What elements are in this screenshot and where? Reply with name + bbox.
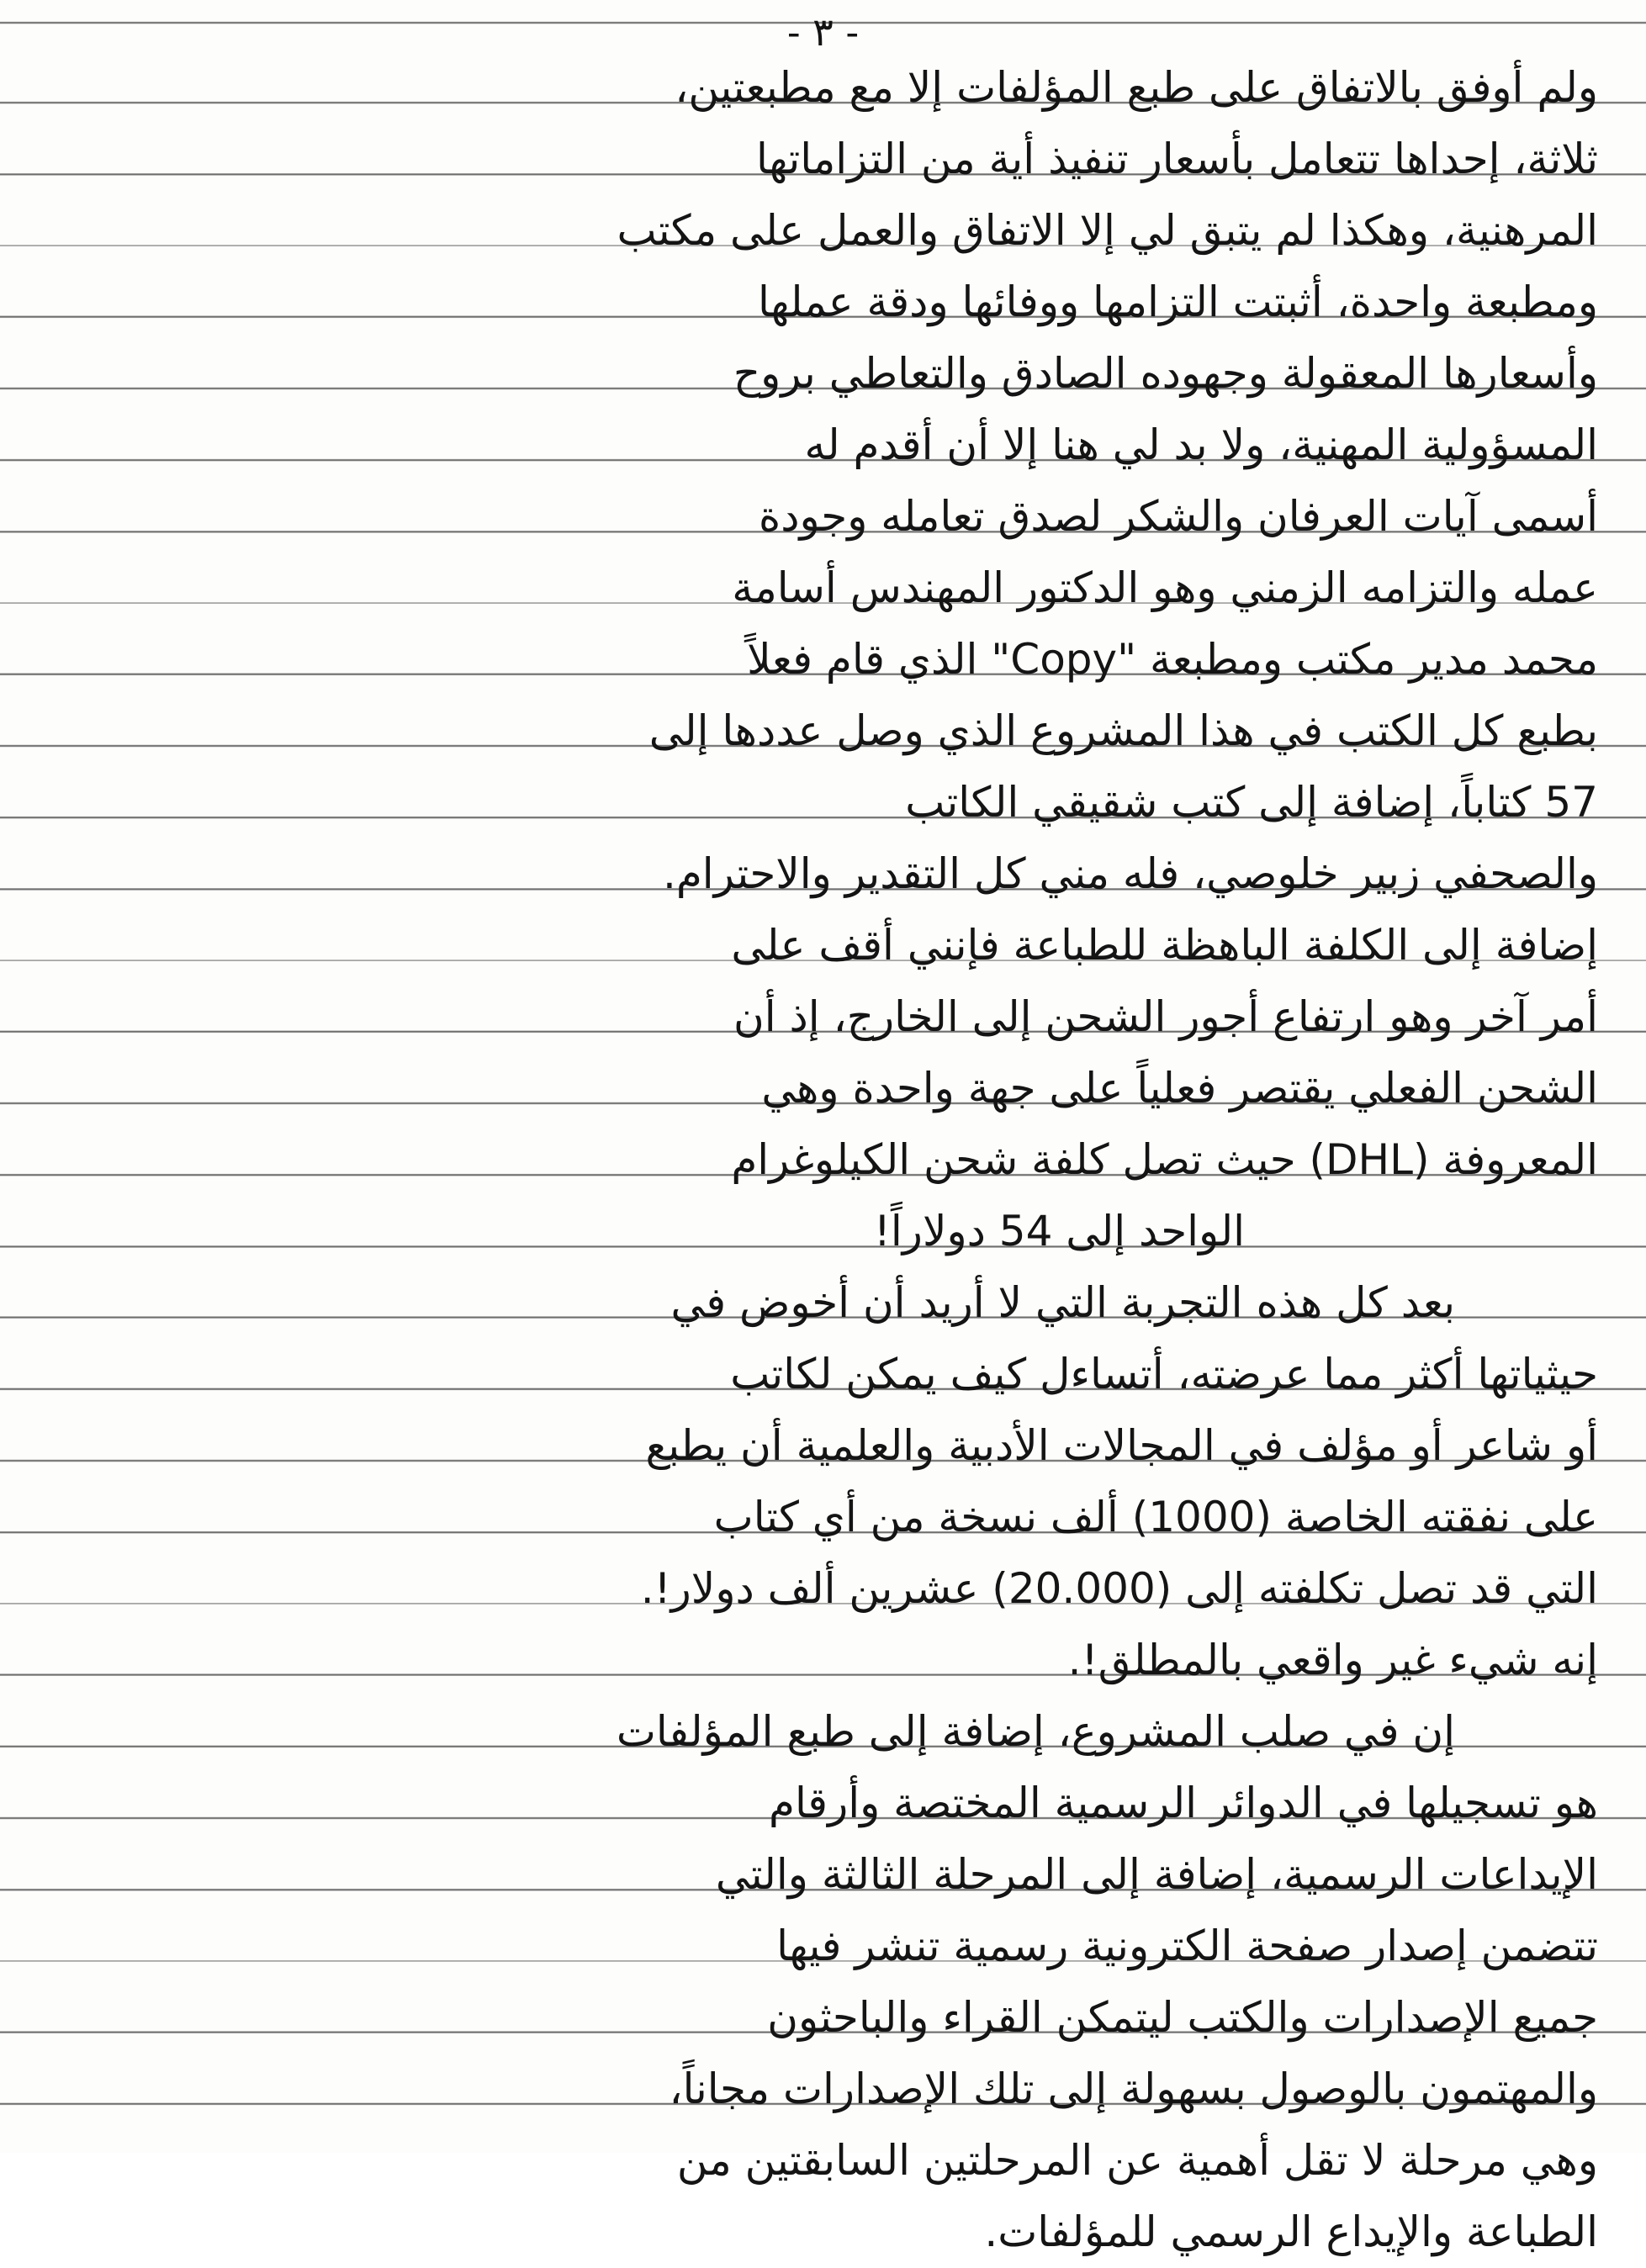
text-line: أو شاعر أو مؤلف في المجالات الأدبية والعلمية أن يطبع	[645, 1421, 1598, 1470]
text-line: على نفقته الخاصة (1000) ألف نسخة من أي كتاب	[713, 1493, 1598, 1541]
text-line: إنه شيء غير واقعي بالمطلق!.	[1067, 1636, 1598, 1684]
text-line: الإيداعات الرسمية، إضافة إلى المرحلة الثالثة والتي	[715, 1850, 1598, 1899]
text-line: والصحفي زبير خلوصي، فله مني كل التقدير والاحترام.	[662, 849, 1598, 898]
text-line: أمر آخر وهو ارتفاع أجور الشحن إلى الخارج، إذ أن	[733, 992, 1598, 1041]
text-line: الطباعة والإيداع الرسمي للمؤلفات.	[984, 2207, 1598, 2256]
page-number: - ٣ -	[786, 9, 860, 55]
handwritten-text-body	[50, 52, 1598, 2268]
text-line: جميع الإصدارات والكتب ليتمكن القراء والباحثون	[767, 1993, 1598, 2042]
text-line: التي قد تصل تكلفته إلى (20.000) عشرين ألف دولار!.	[640, 1564, 1598, 1613]
text-line: والمهتمون بالوصول بسهولة إلى تلك الإصدارات مجاناً،	[669, 2064, 1598, 2113]
text-line: ثلاثة، إحداها تتعامل بأسعار تنفيذ أية من التزاماتها	[756, 135, 1598, 183]
paragraph-start-line: إن في صلب المشروع، إضافة إلى طبع المؤلفات	[616, 1707, 1455, 1756]
text-line: حيثياتها أكثر مما عرضته، أتساءل كيف يمكن لكاتب	[730, 1350, 1598, 1398]
text-line: أسمى آيات العرفان والشكر لصدق تعامله وجودة	[759, 492, 1598, 541]
text-line: الشحن الفعلي يقتصر فعلياً على جهة واحدة وهي	[761, 1064, 1598, 1113]
text-line: الواحد إلى 54 دولاراً!	[873, 1207, 1245, 1256]
text-line: محمد مدير مكتب ومطبعة "Copy" الذي قام فعلاً	[747, 635, 1598, 684]
text-line: إضافة إلى الكلفة الباهظة للطباعة فإنني أقف على	[731, 921, 1598, 970]
text-line: المسؤولية المهنية، ولا بد لي هنا إلا أن أقدم له	[804, 420, 1598, 469]
text-line: وهي مرحلة لا تقل أهمية عن المرحلتين السابقتين من	[676, 2136, 1598, 2185]
text-line: المعروفة (DHL) حيث تصل كلفة شحن الكيلوغرام	[731, 1135, 1598, 1184]
text-line: عمله والتزامه الزمني وهو الدكتور المهندس أسامة	[732, 563, 1598, 612]
paragraph-start-line: بعد كل هذه التجربة التي لا أريد أن أخوض في	[670, 1278, 1455, 1327]
text-line: تتضمن إصدار صفحة الكترونية رسمية تنشر فيها	[776, 1922, 1598, 1970]
text-line: 57 كتاباً، إضافة إلى كتب شقيقي الكاتب	[905, 778, 1598, 827]
text-line: المرهنية، وهكذا لم يتبق لي إلا الاتفاق والعمل على مكتب	[617, 206, 1598, 255]
text-line: ولم أوفق بالاتفاق على طبع المؤلفات إلا مع مطبعتين،	[675, 63, 1598, 112]
text-line: بطبع كل الكتب في هذا المشروع الذي وصل عددها إلى	[648, 706, 1598, 755]
text-line: وأسعارها المعقولة وجهوده الصادق والتعاطي بروح	[733, 349, 1598, 398]
text-line: ومطبعة واحدة، أثبتت التزامها ووفائها ودقة عملها	[758, 278, 1598, 326]
text-line: هو تسجيلها في الدوائر الرسمية المختصة وأرقام	[768, 1779, 1598, 1827]
